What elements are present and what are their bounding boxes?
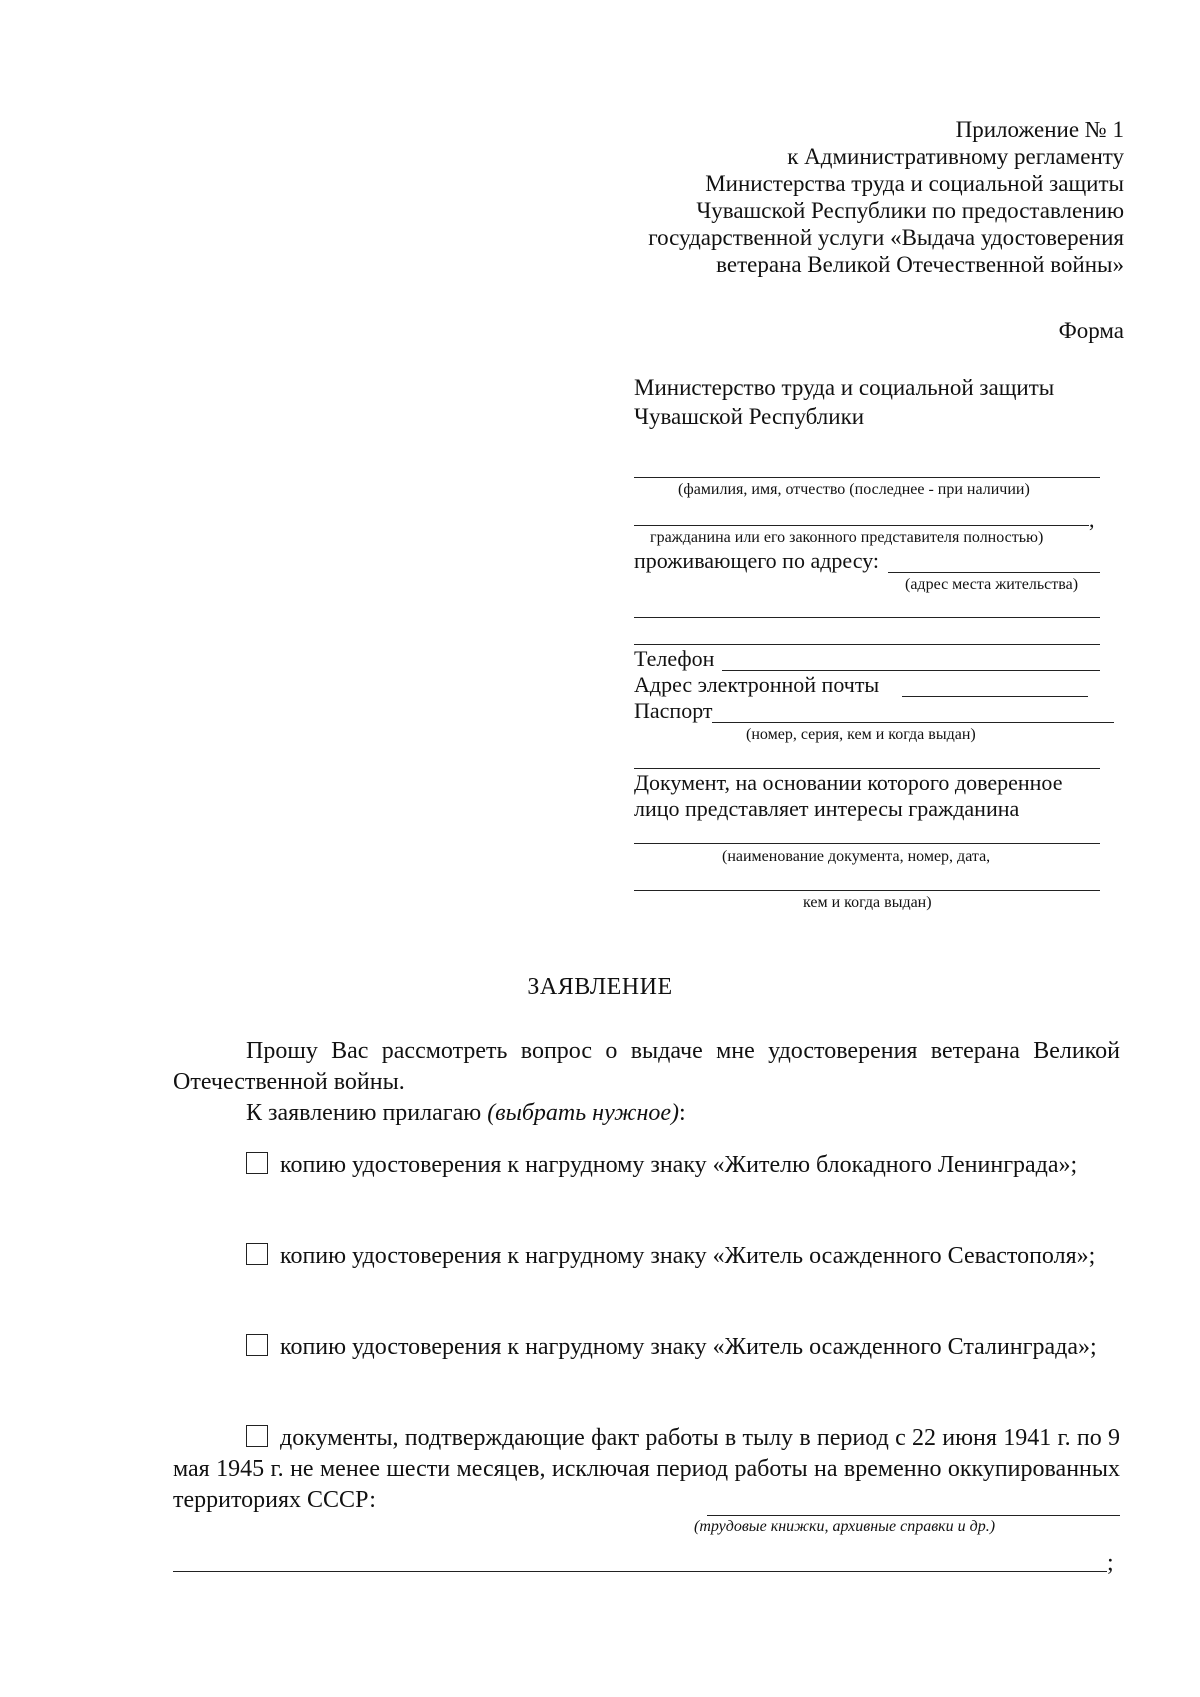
- document-label-1: Документ, на основании которого доверенное: [634, 770, 1063, 795]
- passport-label: Паспорт: [634, 698, 713, 723]
- appendix-number: Приложение № 1: [955, 117, 1124, 142]
- option-sevastopol: [173, 1241, 1120, 1272]
- attach-paragraph: [173, 1098, 1120, 1129]
- address-field-2[interactable]: [634, 617, 1100, 618]
- option-leningrad-text: копию удостоверения к нагрудному знаку «Жителю блокадного Ленинграда»;: [280, 1152, 1078, 1178]
- document-caption-2: кем и когда выдан): [803, 894, 932, 911]
- phone-label: Телефон: [634, 646, 715, 671]
- recipient-line-1: Министерство труда и социальной защиты: [634, 375, 1055, 400]
- semicolon: ;: [1107, 1550, 1114, 1576]
- checkbox-leningrad[interactable]: [246, 1152, 268, 1174]
- appendix-line-3: Министерства труда и социальной защиты: [705, 171, 1124, 196]
- email-field[interactable]: [902, 696, 1088, 697]
- document-label-2: лицо представляет интересы гражданина: [634, 796, 1020, 821]
- option-stalingrad: [173, 1332, 1120, 1363]
- attach-suffix: :: [679, 1100, 686, 1126]
- form-label: Форма: [1058, 318, 1124, 343]
- address-field[interactable]: [888, 572, 1100, 573]
- home-front-docs-caption: (трудовые книжки, архивные справки и др.): [694, 1518, 996, 1535]
- appendix-line-5: государственной услуги «Выдача удостоверения: [648, 225, 1124, 250]
- address-caption: (адрес места жительства): [905, 576, 1079, 593]
- passport-field[interactable]: [712, 722, 1114, 723]
- checkbox-home-front[interactable]: [246, 1425, 268, 1447]
- passport-field-2[interactable]: [634, 768, 1100, 769]
- fio-field[interactable]: [634, 477, 1100, 478]
- option-leningrad: [173, 1150, 1120, 1181]
- option-sevastopol-text: копию удостоверения к нагрудному знаку «Житель осажденного Севастополя»;: [280, 1243, 1096, 1269]
- phone-field[interactable]: [722, 670, 1100, 671]
- document-caption-1: (наименование документа, номер, дата,: [722, 848, 991, 865]
- recipient-line-2: Чувашской Республики: [634, 404, 865, 429]
- passport-caption: (номер, серия, кем и когда выдан): [746, 726, 976, 743]
- address-field-3[interactable]: [634, 644, 1100, 645]
- home-front-docs-field[interactable]: [707, 1515, 1120, 1516]
- home-front-docs-field-2[interactable]: [173, 1571, 1107, 1572]
- option-stalingrad-text: копию удостоверения к нагрудному знаку «Житель осажденного Сталинграда»;: [280, 1334, 1097, 1360]
- attach-hint: (выбрать нужное): [487, 1100, 680, 1126]
- document-field[interactable]: [634, 843, 1100, 844]
- document-title: ЗАЯВЛЕНИЕ: [527, 974, 673, 1000]
- email-label: Адрес электронной почты: [634, 672, 880, 697]
- appendix-line-4: Чувашской Республики по предоставлению: [696, 198, 1124, 223]
- fio-caption: (фамилия, имя, отчество (последнее - при наличии): [678, 481, 1030, 498]
- comma: ,: [1089, 507, 1095, 532]
- checkbox-stalingrad[interactable]: [246, 1334, 268, 1356]
- address-label: проживающего по адресу:: [634, 548, 880, 573]
- attach-prefix: К заявлению прилагаю: [246, 1100, 488, 1126]
- option-home-front: [173, 1423, 1120, 1516]
- appendix-header: [484, 116, 1124, 278]
- citizen-field[interactable]: [634, 525, 1089, 526]
- request-paragraph: Прошу Вас рассмотреть вопрос о выдаче мне удостоверения ветерана Великой Отечественной войны.: [173, 1038, 1120, 1095]
- checkbox-sevastopol[interactable]: [246, 1243, 268, 1265]
- document-field-2[interactable]: [634, 890, 1100, 891]
- appendix-line-2: к Административному регламенту: [787, 144, 1124, 169]
- option-home-front-text: документы, подтверждающие факт работы в тылу в период с 22 июня 1941 г. по 9 мая 1945 г. не менее шести месяцев, исключая период работы на временно оккупированных территориях СССР:: [173, 1425, 1120, 1513]
- citizen-caption: гражданина или его законного представителя полностью): [650, 529, 1044, 546]
- recipient-block: [634, 373, 1054, 431]
- appendix-line-6: ветерана Великой Отечественной войны»: [716, 252, 1124, 277]
